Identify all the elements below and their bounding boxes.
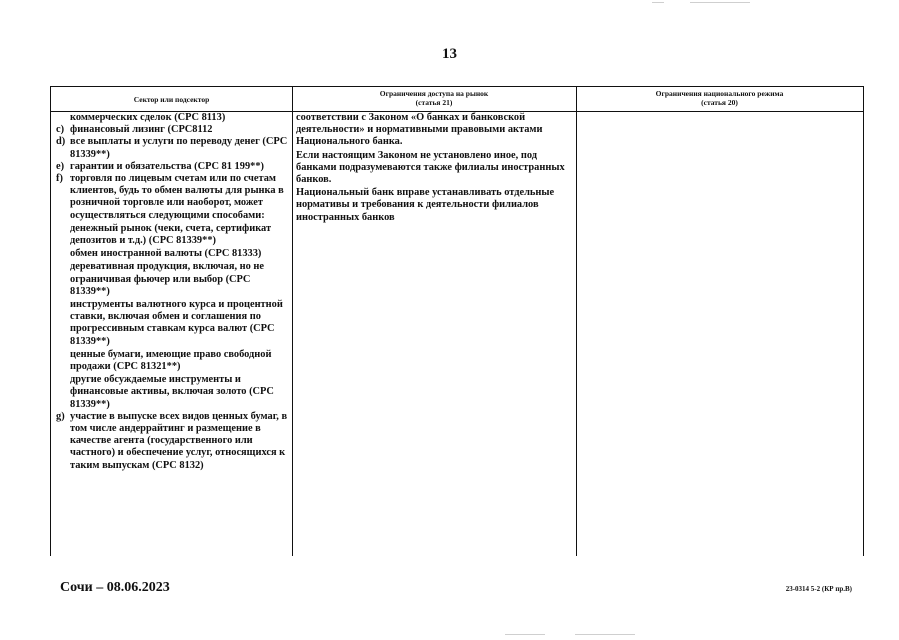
market-access-column	[296, 112, 576, 225]
list-item-text: все выплаты и услуги по переводу денег (CPC 81339**)	[70, 136, 288, 160]
list-item	[56, 411, 288, 472]
header-sector	[51, 95, 292, 104]
market-access-paragraph: Если настоящим Законом не установлено иное, под банками подразумеваются также филиалы иностранных банков.	[296, 149, 565, 186]
header-sector-label: Сектор или подсектор	[133, 95, 210, 104]
header-national-treatment-label: Ограничения национального режима	[655, 89, 784, 98]
sub-item: ценные бумаги, имеющие право свободной продажи (CPC 81321**)	[70, 348, 272, 373]
list-marker: e)	[56, 160, 65, 172]
page-number: 13	[442, 46, 457, 62]
footer-document-code: 23-0314 5-2 (КР пр.В)	[785, 585, 852, 593]
sub-item: денежный рынок (чеки, счета, сертификат депозитов и т.д.) (CPC 81339**)	[70, 222, 272, 247]
column-divider	[576, 87, 577, 556]
list-marker: g)	[56, 410, 65, 422]
column-divider	[292, 87, 293, 556]
footer-place-date: Сочи – 08.06.2023	[60, 580, 170, 595]
sub-item: деревативная продукция, включая, но не ограничивая фьючер или выбор (CPC 81339**)	[70, 261, 265, 297]
header-national-treatment-article: (статья 20)	[701, 98, 738, 107]
list-item-text: гарантии и обязательства (CPC 81 199**)	[70, 160, 264, 172]
header-market-access	[292, 89, 576, 107]
list-item	[56, 124, 288, 136]
scan-artifact	[652, 2, 664, 3]
header-market-access-label: Ограничения доступа на рынок	[379, 89, 489, 98]
market-access-paragraph: Национальный банк вправе устанавливать отдельные нормативы и требования к деятельности филиалов иностранных банков	[296, 187, 555, 223]
sub-item: инструменты валютного курса и процентной ставки, включая обмен и соглашения по прогрессивным ставкам курса валют (CPC 81339**)	[70, 299, 283, 347]
list-item	[56, 136, 288, 160]
sector-column	[56, 112, 288, 472]
header-national-treatment	[576, 89, 863, 107]
sub-item: другие обсуждаемые инструменты и финансовые активы, включая золото (CPC 81339**)	[70, 374, 274, 410]
market-access-paragraph: соответствии с Законом «О банках и банковской деятельности» и нормативными правовыми актами Национального банка.	[296, 112, 543, 148]
list-item	[56, 173, 288, 222]
list-item-text: финансовый лизинг (CPC8112	[70, 124, 213, 136]
scan-artifact	[690, 2, 750, 3]
scan-artifact	[505, 634, 545, 635]
list-item-text: торговля по лицевым счетам или по счетам клиентов, будь то обмен валюты для рынка в розничной торговле или наоборот, может осуществляться следующими способами:	[70, 173, 284, 221]
list-marker: c)	[56, 124, 65, 136]
list-marker: d)	[56, 136, 66, 148]
list-item-text: участие в выпуске всех видов ценных бумаг, в том числе андеррайтинг и размещение в качестве агента (государственного или частного) и обеспечение услуг, относящихся к таким выпускам (CPC 8132)	[70, 410, 288, 471]
list-item	[56, 161, 288, 173]
sector-continuation: коммерческих сделок (CPC 8113)	[70, 112, 226, 123]
scan-artifact	[575, 634, 635, 635]
list-marker: f)	[56, 173, 63, 185]
header-market-access-article: (статья 21)	[415, 98, 453, 107]
sub-item: обмен иностранной валюты (CPC 81333)	[70, 248, 262, 260]
